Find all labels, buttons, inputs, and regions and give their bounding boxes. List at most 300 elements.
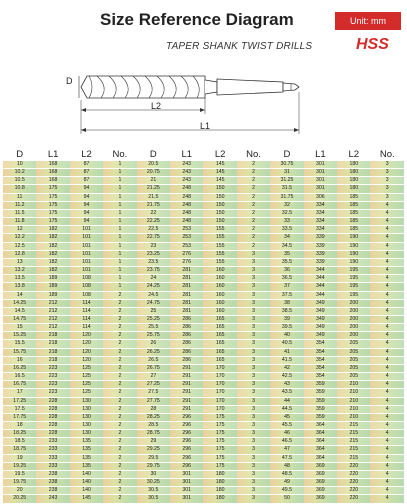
- table-cell: 253: [170, 242, 203, 250]
- table-cell: 130: [70, 405, 103, 413]
- table-cell: 189: [36, 283, 69, 291]
- table-cell: 3: [237, 413, 270, 421]
- table-cell: 4: [370, 373, 404, 381]
- table-cell: 175: [203, 454, 236, 462]
- table-cell: 238: [36, 487, 69, 495]
- table-cell: 87: [70, 177, 103, 185]
- table-cell: 369: [304, 470, 337, 478]
- table-cell: 16.5: [3, 373, 36, 381]
- table-cell: 4: [370, 234, 404, 242]
- table-cell: 150: [203, 185, 236, 193]
- table-cell: 180: [337, 177, 370, 185]
- table-cell: 48.5: [270, 470, 303, 478]
- table-cell: 212: [36, 315, 69, 323]
- table-row: [3, 470, 404, 478]
- table-cell: 130: [70, 413, 103, 421]
- table-cell: 114: [70, 307, 103, 315]
- table-cell: 4: [370, 307, 404, 315]
- table-cell: 21.25: [137, 185, 170, 193]
- column-header: L1: [304, 148, 337, 161]
- table-cell: 359: [304, 397, 337, 405]
- table-cell: 94: [70, 209, 103, 217]
- table-cell: 30.75: [270, 161, 303, 169]
- table-cell: 354: [304, 364, 337, 372]
- table-cell: 2: [103, 307, 136, 315]
- table-cell: 3: [370, 193, 404, 201]
- table-cell: 3: [237, 283, 270, 291]
- table-cell: 11.5: [3, 209, 36, 217]
- table-cell: 218: [36, 340, 69, 348]
- table-cell: 145: [203, 169, 236, 177]
- table-cell: 155: [203, 258, 236, 266]
- table-cell: 175: [203, 462, 236, 470]
- table-cell: 195: [337, 267, 370, 275]
- table-cell: 190: [337, 250, 370, 258]
- table-cell: 4: [370, 348, 404, 356]
- table-cell: 364: [304, 454, 337, 462]
- page-title: Size Reference Diagram: [100, 10, 294, 29]
- table-cell: 3: [237, 373, 270, 381]
- column-header: No.: [370, 148, 404, 161]
- table-cell: 301: [170, 479, 203, 487]
- table-cell: 10.8: [3, 185, 36, 193]
- table-cell: 210: [337, 405, 370, 413]
- table-cell: 21.5: [137, 193, 170, 201]
- table-cell: 25: [137, 307, 170, 315]
- drill-diagram: [75, 62, 315, 144]
- table-cell: 15: [3, 324, 36, 332]
- table-cell: 200: [337, 332, 370, 340]
- table-row: [3, 258, 404, 266]
- table-cell: 344: [304, 267, 337, 275]
- table-row: [3, 324, 404, 332]
- table-cell: 16: [3, 356, 36, 364]
- table-row: [3, 356, 404, 364]
- table-cell: 2: [103, 389, 136, 397]
- table-cell: 2: [103, 495, 136, 503]
- table-cell: 180: [203, 487, 236, 495]
- table-cell: 23.25: [137, 250, 170, 258]
- table-cell: 1: [103, 226, 136, 234]
- table-cell: 233: [36, 454, 69, 462]
- table-cell: 41: [270, 348, 303, 356]
- table-cell: 135: [70, 438, 103, 446]
- table-cell: 26.25: [137, 348, 170, 356]
- table-cell: 10.2: [3, 169, 36, 177]
- table-cell: 48: [270, 462, 303, 470]
- table-cell: 220: [337, 470, 370, 478]
- table-cell: 140: [70, 487, 103, 495]
- table-cell: 170: [203, 364, 236, 372]
- table-cell: 15.75: [3, 348, 36, 356]
- table-cell: 3: [237, 340, 270, 348]
- table-cell: 2: [237, 193, 270, 201]
- table-row: [3, 405, 404, 413]
- table-cell: 2: [103, 487, 136, 495]
- table-cell: 2: [103, 332, 136, 340]
- table-cell: 32: [270, 201, 303, 209]
- table-cell: 16.75: [3, 381, 36, 389]
- table-cell: 1: [103, 177, 136, 185]
- table-cell: 17.5: [3, 405, 36, 413]
- table-cell: 200: [337, 324, 370, 332]
- table-cell: 120: [70, 348, 103, 356]
- table-cell: 160: [203, 291, 236, 299]
- table-cell: 190: [337, 234, 370, 242]
- table-cell: 306: [304, 193, 337, 201]
- table-cell: 4: [370, 201, 404, 209]
- table-cell: 170: [203, 397, 236, 405]
- table-cell: 45.5: [270, 422, 303, 430]
- table-cell: 2: [237, 201, 270, 209]
- table-cell: 30.5: [137, 487, 170, 495]
- table-cell: 19.5: [3, 470, 36, 478]
- table-row: [3, 340, 404, 348]
- table-cell: 11: [3, 193, 36, 201]
- table-cell: 125: [70, 364, 103, 372]
- table-cell: 286: [170, 340, 203, 348]
- table-cell: 215: [337, 454, 370, 462]
- table-cell: 1: [103, 193, 136, 201]
- table-cell: 359: [304, 413, 337, 421]
- table-cell: 19.25: [3, 462, 36, 470]
- table-cell: 296: [170, 446, 203, 454]
- table-cell: 114: [70, 315, 103, 323]
- table-cell: 344: [304, 283, 337, 291]
- table-row: [3, 348, 404, 356]
- table-cell: 210: [337, 389, 370, 397]
- table-cell: 114: [70, 299, 103, 307]
- table-cell: 296: [170, 462, 203, 470]
- table-cell: 296: [170, 413, 203, 421]
- table-cell: 145: [203, 177, 236, 185]
- table-cell: 13: [3, 258, 36, 266]
- table-cell: 34: [270, 234, 303, 242]
- table-cell: 13.8: [3, 283, 36, 291]
- table-cell: 2: [103, 373, 136, 381]
- table-cell: 170: [203, 405, 236, 413]
- table-cell: 286: [170, 324, 203, 332]
- table-cell: 359: [304, 405, 337, 413]
- table-cell: 17: [3, 389, 36, 397]
- table-cell: 4: [370, 381, 404, 389]
- table-cell: 23.75: [137, 267, 170, 275]
- table-cell: 2: [103, 462, 136, 470]
- table-cell: 243: [170, 169, 203, 177]
- table-cell: 3: [237, 315, 270, 323]
- table-cell: 215: [337, 438, 370, 446]
- table-cell: 3: [237, 487, 270, 495]
- table-cell: 354: [304, 356, 337, 364]
- table-cell: 175: [203, 413, 236, 421]
- table-row: [3, 389, 404, 397]
- hss-badge: HSS: [356, 36, 389, 53]
- table-cell: 200: [337, 307, 370, 315]
- column-header: L2: [203, 148, 236, 161]
- table-cell: 130: [70, 422, 103, 430]
- table-row: [3, 218, 404, 226]
- table-cell: 135: [70, 462, 103, 470]
- table-cell: 30.25: [137, 479, 170, 487]
- table-cell: 160: [203, 267, 236, 275]
- table-cell: 364: [304, 446, 337, 454]
- table-cell: 359: [304, 389, 337, 397]
- table-cell: 349: [304, 299, 337, 307]
- table-cell: 20.25: [3, 495, 36, 503]
- table-cell: 101: [70, 267, 103, 275]
- table-cell: 4: [370, 438, 404, 446]
- table-cell: 24.75: [137, 299, 170, 307]
- table-cell: 248: [170, 193, 203, 201]
- table-cell: 22.5: [137, 226, 170, 234]
- table-cell: 1: [103, 234, 136, 242]
- table-cell: 32.5: [270, 209, 303, 217]
- table-cell: 165: [203, 356, 236, 364]
- table-cell: 16.25: [3, 364, 36, 372]
- table-cell: 4: [370, 242, 404, 250]
- table-cell: 185: [337, 226, 370, 234]
- column-header: No.: [237, 148, 270, 161]
- table-cell: 301: [304, 185, 337, 193]
- table-cell: 170: [203, 373, 236, 381]
- table-cell: 27.75: [137, 397, 170, 405]
- table-row: [3, 413, 404, 421]
- table-cell: 31.75: [270, 193, 303, 201]
- table-cell: 349: [304, 307, 337, 315]
- table-cell: 27.5: [137, 389, 170, 397]
- table-cell: 94: [70, 185, 103, 193]
- table-cell: 101: [70, 226, 103, 234]
- table-cell: 291: [170, 397, 203, 405]
- table-cell: 19.75: [3, 479, 36, 487]
- table-cell: 4: [370, 479, 404, 487]
- table-cell: 37.5: [270, 291, 303, 299]
- table-cell: 170: [203, 389, 236, 397]
- table-cell: 24: [137, 275, 170, 283]
- table-cell: 43.5: [270, 389, 303, 397]
- table-cell: 4: [370, 209, 404, 217]
- table-cell: 4: [370, 324, 404, 332]
- table-cell: 3: [237, 422, 270, 430]
- table-cell: 38: [270, 299, 303, 307]
- table-cell: 27.25: [137, 381, 170, 389]
- table-cell: 3: [237, 258, 270, 266]
- table-row: [3, 479, 404, 487]
- table-cell: 46.5: [270, 438, 303, 446]
- table-row: [3, 193, 404, 201]
- table-cell: 212: [36, 299, 69, 307]
- table-cell: 182: [36, 226, 69, 234]
- table-row: [3, 250, 404, 258]
- table-cell: 3: [237, 364, 270, 372]
- table-cell: 20.75: [137, 169, 170, 177]
- table-cell: 2: [103, 413, 136, 421]
- table-cell: 3: [237, 479, 270, 487]
- table-cell: 253: [170, 226, 203, 234]
- table-cell: 160: [203, 283, 236, 291]
- table-cell: 1: [103, 258, 136, 266]
- table-cell: 120: [70, 332, 103, 340]
- table-cell: 2: [103, 299, 136, 307]
- table-cell: 220: [337, 495, 370, 503]
- table-cell: 49: [270, 479, 303, 487]
- table-cell: 3: [237, 430, 270, 438]
- table-cell: 3: [237, 250, 270, 258]
- table-cell: 150: [203, 209, 236, 217]
- table-cell: 243: [36, 495, 69, 503]
- table-cell: 223: [36, 381, 69, 389]
- table-cell: 130: [70, 430, 103, 438]
- table-cell: 168: [36, 161, 69, 169]
- table-cell: 18.75: [3, 446, 36, 454]
- table-cell: 160: [203, 307, 236, 315]
- table-cell: 4: [370, 470, 404, 478]
- table-cell: 29.75: [137, 462, 170, 470]
- table-cell: 14: [3, 291, 36, 299]
- table-cell: 175: [36, 185, 69, 193]
- table-cell: 248: [170, 201, 203, 209]
- table-cell: 291: [170, 364, 203, 372]
- table-cell: 28.75: [137, 430, 170, 438]
- table-cell: 339: [304, 234, 337, 242]
- table-cell: 180: [203, 479, 236, 487]
- table-cell: 281: [170, 267, 203, 275]
- table-cell: 17.25: [3, 397, 36, 405]
- table-cell: 3: [370, 185, 404, 193]
- table-cell: 3: [237, 462, 270, 470]
- table-cell: 4: [370, 446, 404, 454]
- table-cell: 165: [203, 332, 236, 340]
- table-cell: 101: [70, 250, 103, 258]
- table-cell: 40: [270, 332, 303, 340]
- table-cell: 369: [304, 479, 337, 487]
- table-cell: 215: [337, 422, 370, 430]
- table-cell: 223: [36, 373, 69, 381]
- table-cell: 4: [370, 315, 404, 323]
- table-cell: 25.5: [137, 324, 170, 332]
- table-cell: 243: [170, 161, 203, 169]
- table-cell: 101: [70, 234, 103, 242]
- table-cell: 94: [70, 193, 103, 201]
- table-cell: 46: [270, 430, 303, 438]
- table-cell: 334: [304, 201, 337, 209]
- table-cell: 13.5: [3, 275, 36, 283]
- table-cell: 228: [36, 405, 69, 413]
- table-cell: 1: [103, 250, 136, 258]
- table-cell: 2: [103, 348, 136, 356]
- table-cell: 195: [337, 283, 370, 291]
- table-cell: 3: [370, 169, 404, 177]
- table-cell: 3: [237, 332, 270, 340]
- table-cell: 182: [36, 234, 69, 242]
- table-cell: 125: [70, 381, 103, 389]
- table-cell: 22.75: [137, 234, 170, 242]
- table-cell: 31: [270, 169, 303, 177]
- table-row: [3, 462, 404, 470]
- table-cell: 101: [70, 258, 103, 266]
- table-row: [3, 446, 404, 454]
- table-cell: 3: [370, 177, 404, 185]
- table-cell: 49.5: [270, 487, 303, 495]
- table-cell: 281: [170, 275, 203, 283]
- table-cell: 182: [36, 250, 69, 258]
- table-cell: 339: [304, 250, 337, 258]
- table-cell: 1: [103, 267, 136, 275]
- table-cell: 281: [170, 307, 203, 315]
- table-cell: 195: [337, 291, 370, 299]
- table-row: [3, 185, 404, 193]
- column-header: D: [137, 148, 170, 161]
- table-cell: 185: [337, 193, 370, 201]
- table-cell: 364: [304, 422, 337, 430]
- table-cell: 160: [203, 299, 236, 307]
- table-cell: 4: [370, 487, 404, 495]
- table-cell: 296: [170, 422, 203, 430]
- table-cell: 1: [103, 283, 136, 291]
- table-cell: 2: [237, 169, 270, 177]
- column-header: L1: [36, 148, 69, 161]
- table-row: [3, 315, 404, 323]
- table-cell: 165: [203, 315, 236, 323]
- column-header: L1: [170, 148, 203, 161]
- table-cell: 243: [170, 177, 203, 185]
- table-cell: 228: [36, 422, 69, 430]
- table-cell: 145: [70, 495, 103, 503]
- table-cell: 349: [304, 332, 337, 340]
- table-cell: 364: [304, 430, 337, 438]
- table-cell: 301: [170, 487, 203, 495]
- table-cell: 296: [170, 454, 203, 462]
- table-cell: 42.5: [270, 373, 303, 381]
- table-row: [3, 495, 404, 503]
- table-cell: 205: [337, 340, 370, 348]
- table-cell: 200: [337, 299, 370, 307]
- product-subtitle: TAPER SHANK TWIST DRILLS: [166, 41, 313, 52]
- table-cell: 3: [237, 291, 270, 299]
- table-cell: 223: [36, 389, 69, 397]
- table-header-row: [3, 148, 404, 161]
- table-cell: 3: [237, 446, 270, 454]
- table-cell: 369: [304, 495, 337, 503]
- table-cell: 286: [170, 348, 203, 356]
- table-cell: 228: [36, 413, 69, 421]
- table-cell: 12.2: [3, 234, 36, 242]
- table-cell: 36.5: [270, 275, 303, 283]
- unit-badge: Unit: mm: [335, 12, 401, 30]
- table-cell: 205: [337, 364, 370, 372]
- table-row: [3, 177, 404, 185]
- table-cell: 185: [337, 209, 370, 217]
- table-cell: 3: [237, 470, 270, 478]
- table-cell: 26.75: [137, 364, 170, 372]
- table-cell: 276: [170, 258, 203, 266]
- table-cell: 220: [337, 487, 370, 495]
- table-cell: 281: [170, 291, 203, 299]
- table-cell: 175: [203, 430, 236, 438]
- table-cell: 21.75: [137, 201, 170, 209]
- table-cell: 38.5: [270, 307, 303, 315]
- table-cell: 23.5: [137, 258, 170, 266]
- table-cell: 354: [304, 373, 337, 381]
- table-cell: 3: [237, 397, 270, 405]
- table-cell: 2: [103, 479, 136, 487]
- table-cell: 45: [270, 413, 303, 421]
- table-cell: 2: [103, 291, 136, 299]
- table-cell: 44: [270, 397, 303, 405]
- table-cell: 20: [3, 487, 36, 495]
- table-cell: 94: [70, 218, 103, 226]
- table-cell: 26.5: [137, 356, 170, 364]
